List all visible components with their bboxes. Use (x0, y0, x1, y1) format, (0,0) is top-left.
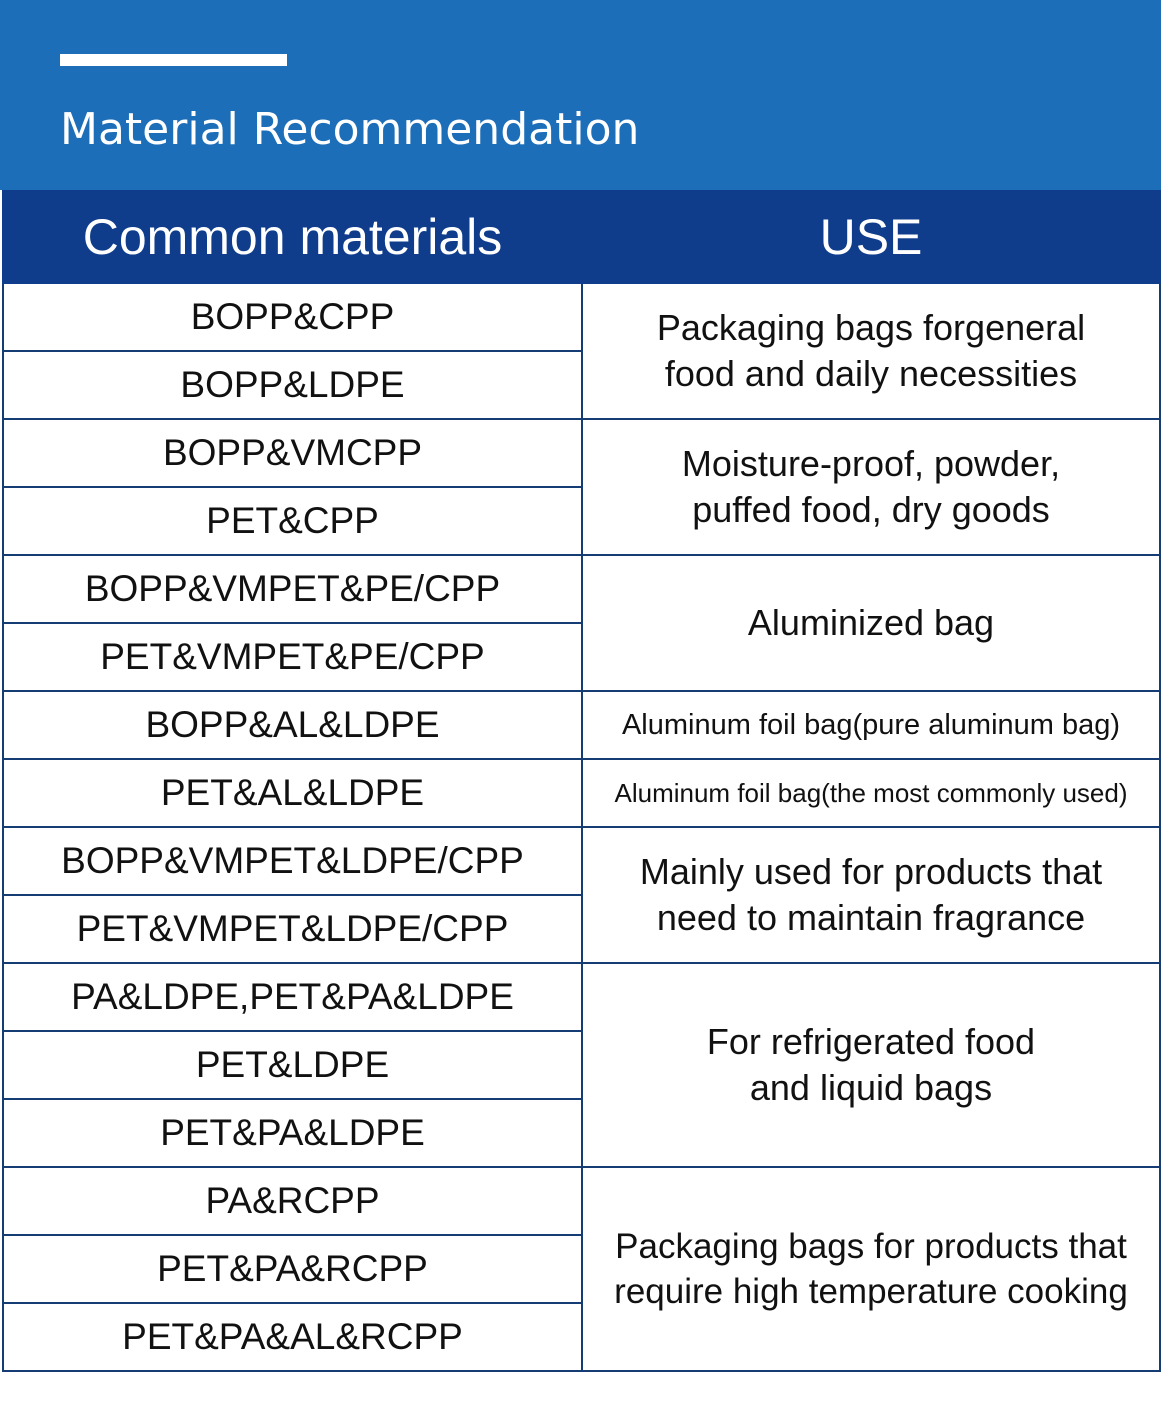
table-row (3, 691, 1160, 759)
use-cell (582, 691, 1160, 759)
material-cell: PET&CPP (3, 487, 582, 555)
use-line: Packaging bags forgeneral (656, 307, 1086, 348)
table-row (3, 827, 1160, 895)
material-cell: BOPP&CPP (3, 283, 582, 351)
use-line: Aluminum foil bag(the most commonly used) (614, 778, 1128, 808)
use-line: Aluminized bag (747, 602, 995, 643)
material-cell: BOPP&VMPET&PE/CPP (3, 555, 582, 623)
use-line: require high temperature cooking (614, 1272, 1128, 1311)
table-row (3, 759, 1160, 827)
material-cell: PET&PA&LDPE (3, 1099, 582, 1167)
material-cell: BOPP&VMCPP (3, 419, 582, 487)
use-cell (582, 419, 1160, 555)
use-line: Mainly used for products that (639, 851, 1103, 892)
table-row (3, 555, 1160, 623)
material-cell: PET&PA&AL&RCPP (3, 1303, 582, 1371)
use-line: Moisture-proof, powder, (681, 443, 1061, 484)
material-cell: PET&AL&LDPE (3, 759, 582, 827)
use-line: For refrigerated food (706, 1021, 1036, 1062)
use-line: Packaging bags for products that (615, 1227, 1127, 1266)
material-cell: PET&VMPET&PE/CPP (3, 623, 582, 691)
materials-table (2, 190, 1161, 1372)
use-cell (582, 555, 1160, 691)
use-cell (582, 963, 1160, 1167)
column-header-use: USE (582, 191, 1160, 283)
use-line: need to maintain fragrance (656, 897, 1086, 938)
material-cell: PA&LDPE,PET&PA&LDPE (3, 963, 582, 1031)
use-cell (582, 759, 1160, 827)
use-line: Aluminum foil bag(pure aluminum bag) (621, 709, 1121, 741)
material-cell: PET&PA&RCPP (3, 1235, 582, 1303)
table-row (3, 283, 1160, 351)
table-row (3, 1167, 1160, 1235)
use-cell (582, 283, 1160, 419)
material-cell: PET&VMPET&LDPE/CPP (3, 895, 582, 963)
column-header-materials: Common materials (3, 191, 582, 283)
material-cell: PET&LDPE (3, 1031, 582, 1099)
use-line: puffed food, dry goods (692, 489, 1050, 530)
use-cell (582, 1167, 1160, 1371)
material-cell: PA&RCPP (3, 1167, 582, 1235)
use-cell (582, 827, 1160, 963)
use-line: food and daily necessities (664, 353, 1078, 394)
page-title: Material Recommendation (60, 104, 640, 155)
table-header-row (3, 191, 1160, 283)
header-accent-rule (60, 54, 287, 66)
header-banner (0, 0, 1161, 190)
material-cell: BOPP&AL&LDPE (3, 691, 582, 759)
table-row (3, 963, 1160, 1031)
material-cell: BOPP&LDPE (3, 351, 582, 419)
table-row (3, 419, 1160, 487)
use-line: and liquid bags (749, 1067, 993, 1108)
material-cell: BOPP&VMPET&LDPE/CPP (3, 827, 582, 895)
